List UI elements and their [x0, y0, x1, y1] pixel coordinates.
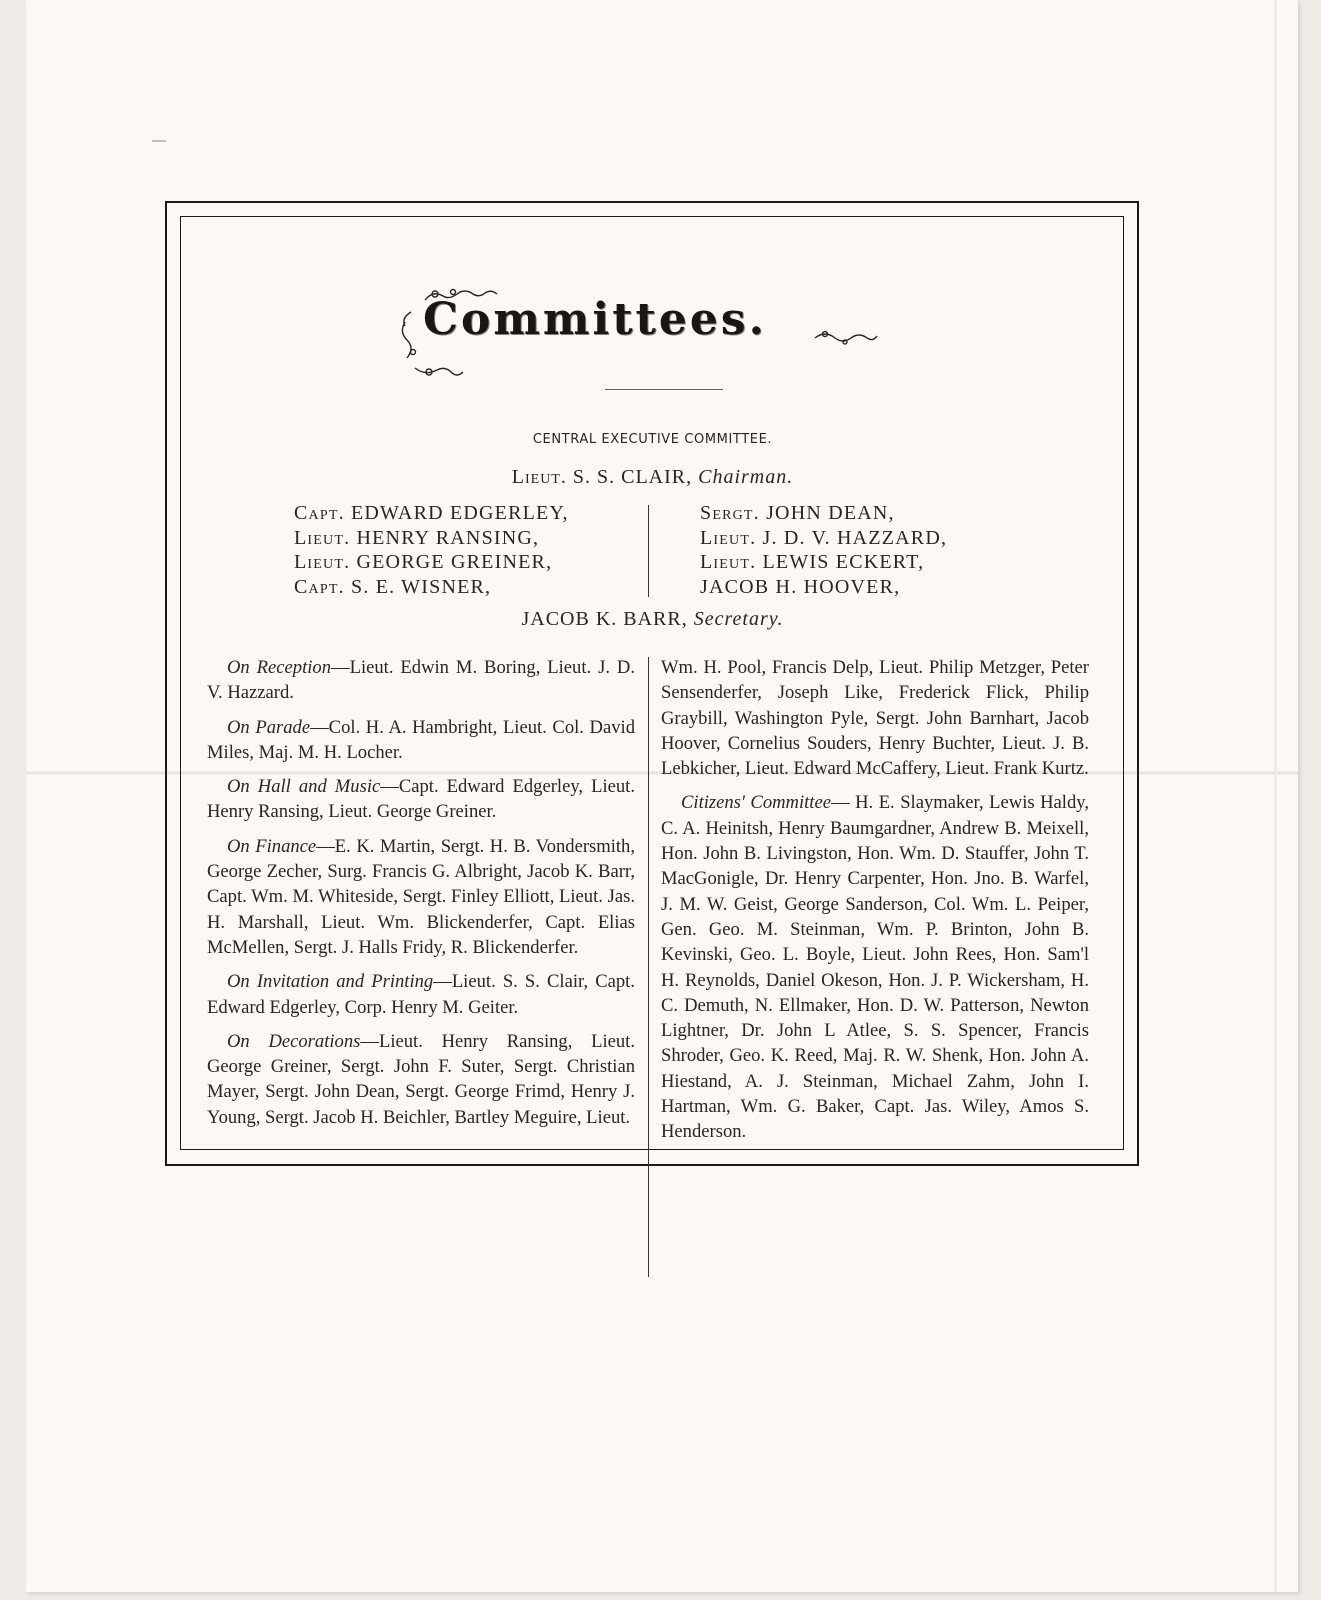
committee-invitation — [207, 969, 635, 1020]
member-line — [700, 526, 947, 551]
member-name: JACOB H. HOOVER, — [700, 575, 901, 598]
member-rank: Lieut. — [294, 551, 351, 574]
column-divider — [648, 657, 649, 1277]
central-committee-heading: CENTRAL EXECUTIVE COMMITTEE. — [532, 432, 773, 447]
secretary-line — [300, 608, 1005, 631]
member-line — [294, 526, 569, 551]
committee-reception — [207, 655, 635, 706]
title-block — [395, 282, 895, 382]
committee-citizens — [661, 790, 1089, 1144]
member-name: HENRY RANSING, — [356, 526, 540, 549]
committee-label: On Decorations — [227, 1030, 361, 1052]
member-line — [294, 550, 569, 575]
member-name: EDWARD EDGERLEY, — [351, 502, 569, 524]
committee-finance — [207, 834, 635, 960]
committee-members: —Lieut. Edwin M. Boring, Lieut. J. D. V. Hazzard. — [207, 657, 636, 704]
member-name: S. E. WISNER, — [351, 575, 492, 598]
secretary-name: JACOB K. BARR, — [521, 608, 688, 630]
vertical-fold-crease — [1274, 0, 1277, 1592]
committees-right-column — [661, 655, 1089, 1154]
committee-label: On Reception — [227, 657, 332, 678]
names-divider — [648, 505, 649, 597]
chairman-role: Chairman. — [698, 466, 794, 488]
committee-label: On Hall and Music — [227, 776, 381, 798]
member-line — [700, 501, 947, 526]
member-rank: Lieut. — [700, 551, 757, 574]
member-name: LEWIS ECKERT, — [762, 551, 925, 574]
member-rank: Lieut. — [700, 526, 757, 549]
committee-label: On Finance — [227, 835, 317, 857]
committee-label: On Parade — [227, 716, 311, 738]
committee-hall-music — [207, 774, 635, 825]
committee-members: —Col. H. A. Hambright, Lieut. Col. David Miles, Maj. M. H. Locher. — [207, 716, 635, 763]
member-rank: Lieut. — [294, 526, 351, 549]
member-name: GEORGE GREINER, — [356, 551, 553, 574]
member-line — [700, 575, 947, 600]
member-rank: Sergt. — [700, 502, 760, 524]
page-title: Committees. — [423, 294, 767, 345]
central-members-left — [294, 501, 569, 599]
committee-members: —Lieut. S. S. Clair, Capt. Edward Edgerley, Corp. Henry M. Geiter. — [207, 971, 635, 1018]
chairman-rank: Lieut. — [511, 466, 567, 488]
central-members-right — [700, 501, 947, 599]
committee-members: — H. E. Slaymaker, Lewis Haldy, C. A. Heinitsh, Henry Baumgardner, Andrew B. Meixell, Hon. John B. Livingston, Hon. Wm. D. Stauffer, John T. MacGonigle, Dr. Henry Carpenter, Hon. Jno. B. Warfel, J. M. W. Geist, George Sanderson, Col. Wm. L. Peiper, Gen. Geo. M. Steinman, Wm. P. Brinton, John B. Kevinski, Geo. L. Boyle, Lieut. John Rees, Hon. Sam'l H. Reynolds, Daniel Okeson, Hon. J. P. Wickersham, H. C. Demuth, N. Ellmaker, Hon. D. W. Patterson, Newton Lightner, Dr. John L Atlee, S. S. Spencer, Francis Shroder, Geo. K. Reed, Maj. R. W. Shenk, Hon. John A. Hiestand, A. J. Steinman, Michael Zahm, John I. Hartman, Wm. G. Baker, Capt. Jas. Wiley, Amos S. Henderson. — [661, 792, 1089, 1143]
committee-members: —Lieut. Henry Ransing, Lieut. George Greiner, Sergt. John F. Suter, Sergt. Christian Mayer, Sergt. John Dean, Sergt. George Frimd, Henry J. Young, Sergt. Jacob H. Beichler, Bartley Meguire, Lieut. — [207, 1030, 635, 1128]
committee-decorations-continued: Wm. H. Pool, Francis Delp, Lieut. Philip Metzger, Peter Sensenderfer, Joseph Like, Frederick Flick, Philip Graybill, Washington Pyle, Sergt. John Barnhart, Jacob Hoover, Cornelius Souders, Henry Buchter, Lieut. J. B. Lebkicher, Lieut. Edward McCaffery, Lieut. Frank Kurtz. — [661, 657, 1089, 780]
committee-decorations — [207, 1029, 635, 1130]
member-line — [700, 550, 947, 575]
member-line — [294, 575, 569, 600]
committee-members: —E. K. Martin, Sergt. H. B. Vondersmith, George Zecher, Surg. Francis G. Albright, Jacob K. Barr, Capt. Wm. M. Whiteside, Sergt. Finley Elliott, Lieut. Jas. H. Marshall, Lieut. Wm. Blickenderfer, Capt. Elias McMellen, Sergt. J. Halls Fridy, R. Blickenderfer. — [207, 835, 636, 958]
committee-members: —Capt. Edward Edgerley, Lieut. Henry Ransing, Lieut. George Greiner. — [207, 776, 635, 823]
committees-left-column — [207, 655, 635, 1139]
committee-label: Citizens' Committee — [681, 792, 831, 814]
ink-mark — [152, 140, 166, 142]
member-line — [294, 501, 569, 526]
secretary-role: Secretary. — [693, 608, 784, 630]
chairman-name: S. S. CLAIR, — [572, 466, 693, 488]
chairman-line — [300, 466, 1005, 489]
member-rank: Capt. — [294, 575, 345, 598]
committee-parade — [207, 715, 635, 766]
member-name: JOHN DEAN, — [766, 502, 895, 524]
member-name: J. D. V. HAZZARD, — [762, 526, 948, 549]
member-rank: Capt. — [294, 502, 345, 524]
committee-label: On Invitation and Printing — [227, 971, 434, 993]
title-underline — [605, 389, 723, 390]
